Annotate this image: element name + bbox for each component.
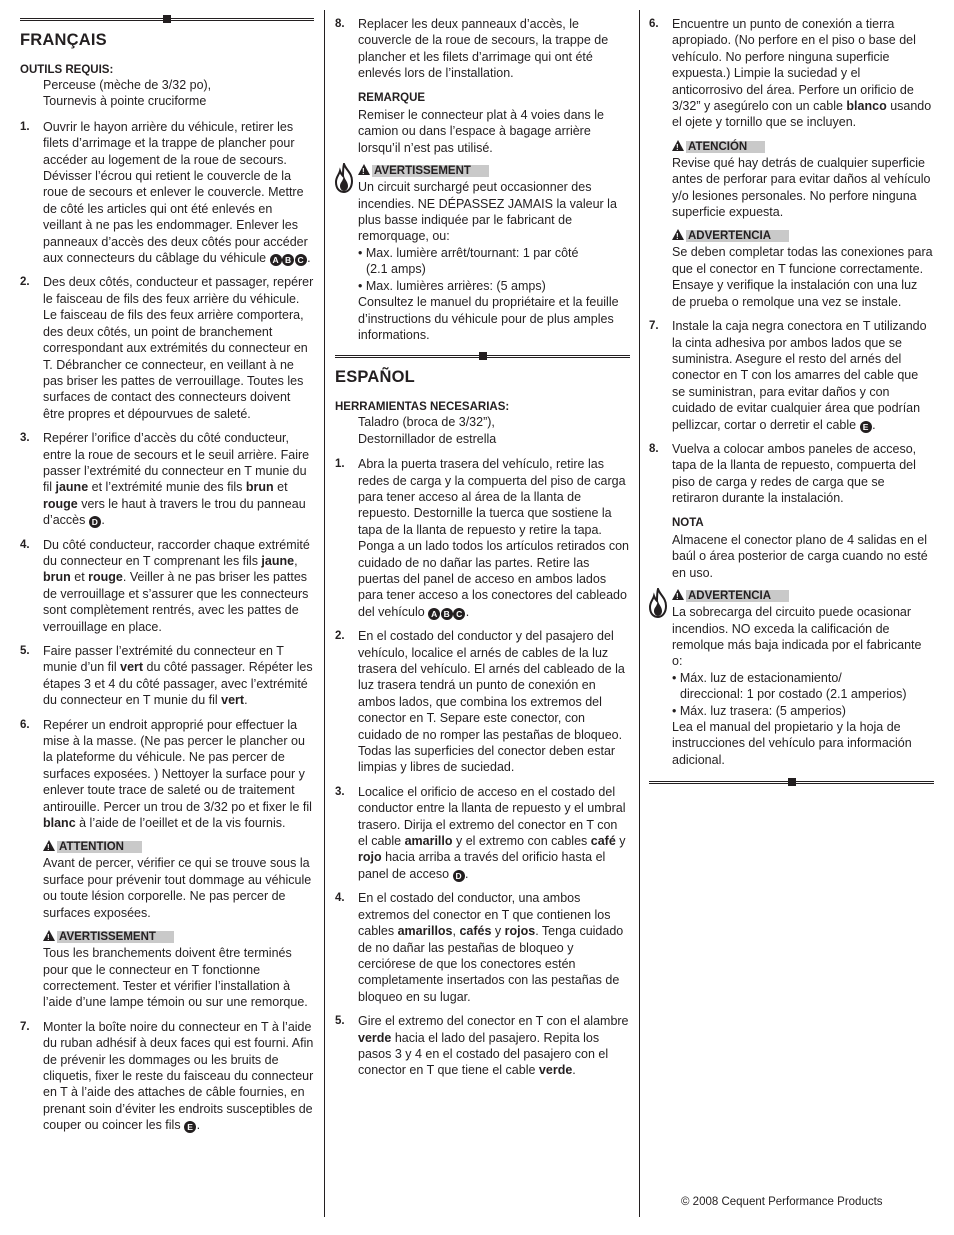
wire-color: café <box>590 834 616 849</box>
step-text: Faire passer l’extrémité du connecteur en T munie d’un fil <box>43 644 284 675</box>
warning-bullet-cont: direccional: 1 por costado (2.1 amperios) <box>680 687 907 702</box>
tool-item: Tournevis à pointe cruciforme <box>43 94 207 109</box>
figure-ref-icon: C <box>295 254 307 266</box>
step-text: Repérer l’orifice d’accès du côté conducteur, entre la roue de secours et le seuil arrière. Faire passer l’extrémité du connecteur en T munie du fil <box>43 431 310 495</box>
step-1 <box>335 456 630 620</box>
wire-color: rouge <box>43 496 78 511</box>
tool-item: Perceuse (mèche de 3/32 po), <box>43 78 212 92</box>
step-text: Replacer les deux panneaux d’accès, le couvercle de la roue de secours, la trappe de plancher et les filets d’arrimage qui ont été enlevés lors de l’installation. <box>358 17 609 81</box>
tool-item: Taladro (broca de 3/32”), <box>358 415 495 430</box>
warning-triangle-icon <box>43 930 55 941</box>
step-text: Des deux côtés, conducteur et passager, repérer le faisceau de fils des feux arrière du véhicule. Le faisceau de fils des feux arrière comportera, des deux côtés, un point de branchement correspondant aux extrémités du connecteur en T. Débrancher ce connecteur, en veillant à ne pas briser les pattes de verrouillage. Toutes les surfaces de contact des connecteurs doivent être propres et dépourvues de saleté. <box>43 275 314 421</box>
wire-color: rojo <box>358 850 382 865</box>
warning-text: Se deben completar todas las conexiones para que el conector en T funcione correctamente. Ensaye y verifique la instalación con una luz de prueba o remolque una vez se instale. <box>672 245 933 309</box>
wire-color: blanc <box>43 816 76 831</box>
section-rule <box>20 14 314 23</box>
step-5 <box>335 1013 630 1079</box>
label-tag: ATENCIÓN <box>686 141 765 153</box>
copyright-text: © 2008 Cequent Performance Products <box>681 1196 883 1208</box>
warning-outro: Consultez le manuel du propriétaire et la feuille d’instructions du véhicule pour de plus amples informations. <box>358 295 619 342</box>
step-text: , <box>452 924 460 939</box>
step-text: Ouvrir le hayon arrière du véhicule, retirer les filets d’arrimage et la trappe de plancher pour accéder au logement de la roue de secours. Dévisser l’écrou qui retient le couvercle de la roue de secours et enlever le couvercle. Mettre de côté les articles qui ont été enlevés en veillant à ne pas les endommager. Enlever les panneaux d’accès des deux côtés pour accéder aux connecteurs du câblage du véhicule <box>43 119 308 266</box>
step-text: Vuelva a colocar ambos paneles de acceso, tapa de la llanta de repuesto, compuerta del piso de carga y redes de carga que se retiraron durante la instalación. <box>672 441 917 506</box>
warning-triangle-icon <box>43 840 55 851</box>
step-text: Localice el orificio de acceso en el costado del conductor entre la llanta de repuesto y el umbral trasero. Dirija el extremo del conector en T con el cable <box>358 784 626 849</box>
warning-bullet-cont: (2.1 amps) <box>366 262 426 277</box>
step-text: et l’extrémité munie des fils <box>88 480 246 495</box>
attention-label <box>672 140 765 154</box>
step-4 <box>335 890 630 1005</box>
warning-label <box>358 164 489 178</box>
column-divider <box>324 10 325 1217</box>
step-number: 3. <box>20 432 30 445</box>
wire-color: vert <box>221 693 245 708</box>
step-6 <box>649 16 934 310</box>
label-tag: AVERTISSEMENT <box>57 931 174 943</box>
step-8 <box>649 441 934 581</box>
step-number: 1. <box>20 120 30 133</box>
punct: . <box>196 1118 201 1133</box>
label-tag: ADVERTENCIA <box>686 230 789 242</box>
column-french-1 <box>20 14 314 1142</box>
warning-label <box>43 930 174 944</box>
warning-outro: Lea el manual del propietario y la hoja de instrucciones del vehículo para información adicional. <box>672 720 912 767</box>
attention-block <box>43 838 314 921</box>
warning-block <box>43 928 314 1011</box>
label-tag: AVERTISSEMENT <box>372 165 489 177</box>
figure-ref-icon: D <box>89 516 101 528</box>
warning-intro: La sobrecarga del circuito puede ocasionar incendios. NO exceda la calificación de remolque más baja indicada por el fabricante o: <box>672 605 922 669</box>
warning-bullet: • Máx. luz trasera: (5 amperios) <box>672 703 846 718</box>
column-spanish-2 <box>649 16 934 792</box>
step-text: y <box>491 924 505 939</box>
step-2 <box>335 628 630 776</box>
section-rule <box>649 777 934 786</box>
label-tag: ATTENTION <box>57 841 142 853</box>
punct: . <box>101 513 105 528</box>
step-2 <box>20 274 314 422</box>
step-number: 4. <box>20 538 30 551</box>
warning-label <box>672 229 789 243</box>
wire-color: cafés <box>459 924 492 939</box>
section-title-spanish: ESPAÑOL <box>335 368 415 387</box>
warning-bullet: • Max. lumières arrières: (5 amps) <box>358 278 546 293</box>
step-3 <box>20 430 314 528</box>
figure-ref-icon: E <box>184 1121 196 1133</box>
remark-text: Remiser le connecteur plat à 4 voies dans le camion ou dans l’espace à bagage arrière lorsqu’il n’est pas utilisé. <box>358 108 604 155</box>
figure-ref-icon: C <box>453 608 465 620</box>
warning-triangle-icon <box>672 140 684 151</box>
punct: . <box>244 693 248 708</box>
wire-color: amarillos <box>397 924 453 939</box>
step-7 <box>20 1019 314 1134</box>
tools-list <box>43 77 314 110</box>
step-number: 6. <box>20 718 30 731</box>
wire-color: verde <box>538 1063 573 1078</box>
step-text: En el costado del conductor, una ambos extremos del conector en T que contienen los cables <box>358 891 611 939</box>
wire-color: brun <box>245 480 274 495</box>
step-text: Abra la puerta trasera del vehículo, retire las redes de carga y la compuerta del piso de carga para tener acceso al área de la llanta de repuesto. Destornille la tuerca que sostiene la tapa de la llanta de repuesto y retire la tapa. Ponga a un lado todos los artículos retirados con cuidado de no dañar las partes. Retire las puertas del panel de acceso en ambos lados para tener acceso a los conectores del cableado del vehículo <box>358 457 630 619</box>
figure-ref-icon: E <box>860 421 872 433</box>
step-text: . Tenga cuidado de no dañar las pestañas de bloqueo y cerciórese de que los conectores estén completamente insertados con las pestañas de bloqueo en su lugar. <box>358 924 624 1004</box>
step-7 <box>649 318 934 433</box>
step-text: et <box>273 480 288 495</box>
step-text: En el costado del conductor y del pasajero del vehículo, localice el arnés de cables de la luz trasera del vehículo. El arnés del cableado de la luz trasera tendrá un punto de conexión en ambos lados, que combina los extremos del conector en T. Separe este conector, con cuidado de no romper las pestañas de bloqueo. Todas las superficies del conector deben estar limpias y libres de suciedad. <box>358 629 625 775</box>
remark-title: REMARQUE <box>358 91 426 104</box>
wire-color: vert <box>120 660 144 675</box>
step-text: hacia el lado del pasajero. Repita los pasos 3 y 4 en el costado del pasajero con el conector en T que tiene el cable <box>358 1030 609 1078</box>
figure-ref-icon: B <box>282 254 294 266</box>
wire-color: rouge <box>88 570 123 585</box>
step-text: vers le haut à travers le trou du panneau d’accès <box>43 496 306 528</box>
warning-label <box>672 589 789 603</box>
step-number: 8. <box>335 18 345 30</box>
step-text: Du côté conducteur, raccorder chaque extrémité du connecteur en T comprenant les fils <box>43 537 310 568</box>
step-text: , <box>294 553 298 568</box>
step-text: Gire el extremo del conector en T con el alambre <box>358 1014 629 1029</box>
step-6 <box>20 717 314 1011</box>
step-text: Repérer un endroit approprié pour effectuer la mise à la masse. (Ne pas percer le plancher ou la plateforme du véhicule. Ne pas percer de surfaces exposées. ) Nettoyer la surface pour y enlever toute trace de saleté ou de traitement antirouille. Percer un trou de 3/32 po et fixer le fil <box>43 717 312 814</box>
punct: . <box>872 417 876 432</box>
warning-triangle-icon <box>672 589 684 600</box>
figure-ref-icon: D <box>453 870 465 882</box>
step-text: usando el ojete y tornillo que se incluyen. <box>672 99 932 130</box>
wire-color: brun <box>43 570 71 585</box>
step-text: Instale la caja negra conectora en T utilizando la cinta adhesiva por ambos lados que se suministra. Asegure el resto del arnés del conector en T con los amarres del cable que se suministran, para evitar daños y con cuidado de evitar cualquier área que podrían pellizcar, cortar o derretir el cable <box>672 319 927 432</box>
attention-text: Avant de percer, vérifier ce qui se trouve sous la surface pour prévenir tout dommage au véhicule ou toute lésion corporelle. Ne pas percer de surfaces exposées. <box>43 856 312 920</box>
step-text: Monter la boîte noire du connecteur en T à l’aide du ruban adhésif à deux faces qui est fourni. Afin de prévenir les dommages ou les bruits de cliquetis, fixer le reste du faisceau du connecteur en T à l’aide des attaches de câble fournies, en prenant soin d’éviter les endroits susceptibles de couper ou coincer les fils <box>43 1019 314 1133</box>
warning-intro: Un circuit surchargé peut occasionner des incendies. NE DÉPASSEZ JAMAIS la valeur la plus basse indiquée par le fabricant de remorquage, ou: <box>358 180 617 244</box>
step-number: 1. <box>335 458 345 471</box>
step-text: y el extremo con cables <box>452 834 591 849</box>
attention-label <box>43 840 142 854</box>
step-number: 2. <box>335 630 345 643</box>
step-text: Encuentre un punto de conexión a tierra apropiado. (No perfore en el piso o base del vehículo. No perfore ninguna superficie expuesta.) Limpie la suciedad y el anticorrosivo del área. Perfore un orificio de 3/32” y asegúrelo con un cable <box>672 17 916 114</box>
tools-title: OUTILS REQUIS: <box>20 64 114 76</box>
step-text: du côté passager. Répéter les étapes 3 et 4 du côté passager, avec l’extrémité du connecteur en T munie du fil <box>43 660 313 708</box>
wire-color: amarillo <box>404 834 453 849</box>
punct: . <box>572 1063 576 1078</box>
warning-block <box>672 227 934 310</box>
warning-text: Tous les branchements doivent être terminés pour que le connecteur en T fonctionne correctement. Tester et vérifier l’installation à l’aide d’une lampe témoin ou sur une remorque. <box>43 946 308 1010</box>
step-text: et <box>70 570 89 585</box>
warning-bullet: • Max. lumière arrêt/tournant: 1 par côté <box>358 245 579 260</box>
figure-ref-icon: B <box>441 608 453 620</box>
warning-bullet: • Máx. luz de estacionamiento/ <box>672 670 842 685</box>
step-8 <box>335 16 630 156</box>
step-text: y <box>615 834 626 849</box>
section-rule <box>335 351 630 360</box>
wire-color: blanco <box>846 99 887 114</box>
fire-icon <box>333 163 355 193</box>
wire-color: rojos <box>504 924 536 939</box>
step-number: 7. <box>20 1020 30 1033</box>
punct: . <box>465 604 470 619</box>
warning-triangle-icon <box>358 164 370 175</box>
punct: . <box>307 251 311 266</box>
warning-triangle-icon <box>672 229 684 240</box>
figure-ref-icon: A <box>270 254 282 266</box>
column-divider <box>639 10 640 1217</box>
step-text: . Veiller à ne pas briser les pattes de verrouillage et s’assurer que les connecteurs sont complètement rentrés, avec les pattes de verrouillage en place. <box>43 570 309 634</box>
tools-title: HERRAMIENTAS NECESARIAS: <box>335 401 510 414</box>
tool-item: Destornillador de estrella <box>358 431 497 446</box>
step-number: 7. <box>649 320 659 333</box>
punct: . <box>465 866 469 881</box>
label-tag: ADVERTENCIA <box>686 590 789 602</box>
step-number: 4. <box>335 892 345 905</box>
fire-icon <box>647 588 669 618</box>
step-number: 5. <box>20 645 30 657</box>
column-french-spanish <box>335 16 630 1087</box>
wire-color: jaune <box>261 553 295 568</box>
step-number: 6. <box>649 18 659 30</box>
fire-warning-block <box>358 161 630 343</box>
step-number: 2. <box>20 276 30 289</box>
section-title-french: FRANÇAIS <box>20 31 107 49</box>
step-text: hacia arriba a través del orificio hasta el panel de acceso <box>358 850 606 881</box>
wire-color: jaune <box>55 480 89 495</box>
attention-block <box>672 138 934 221</box>
attention-text: Revise qué hay detrás de cualquier superficie antes de perforar para evitar daños al vehículo y/o lesiones personales. No perfore ninguna superficie expuesta. <box>672 155 931 220</box>
step-number: 5. <box>335 1015 345 1028</box>
note-text: Almacene el conector plano de 4 salidas en el baúl o área posterior de carga cuando no esté en uso. <box>672 532 928 580</box>
fire-warning-block <box>672 586 934 768</box>
wire-color: verde <box>358 1030 392 1045</box>
tools-list <box>358 414 630 447</box>
step-5 <box>20 643 314 709</box>
step-number: 3. <box>335 785 345 798</box>
step-text: à l’aide de l’oeillet et de la vis fournis. <box>75 816 286 831</box>
step-1 <box>20 119 314 267</box>
step-4 <box>20 537 314 635</box>
step-number: 8. <box>649 442 659 455</box>
note-title: NOTA <box>672 516 704 529</box>
step-3 <box>335 784 630 882</box>
figure-ref-icon: A <box>428 608 440 620</box>
